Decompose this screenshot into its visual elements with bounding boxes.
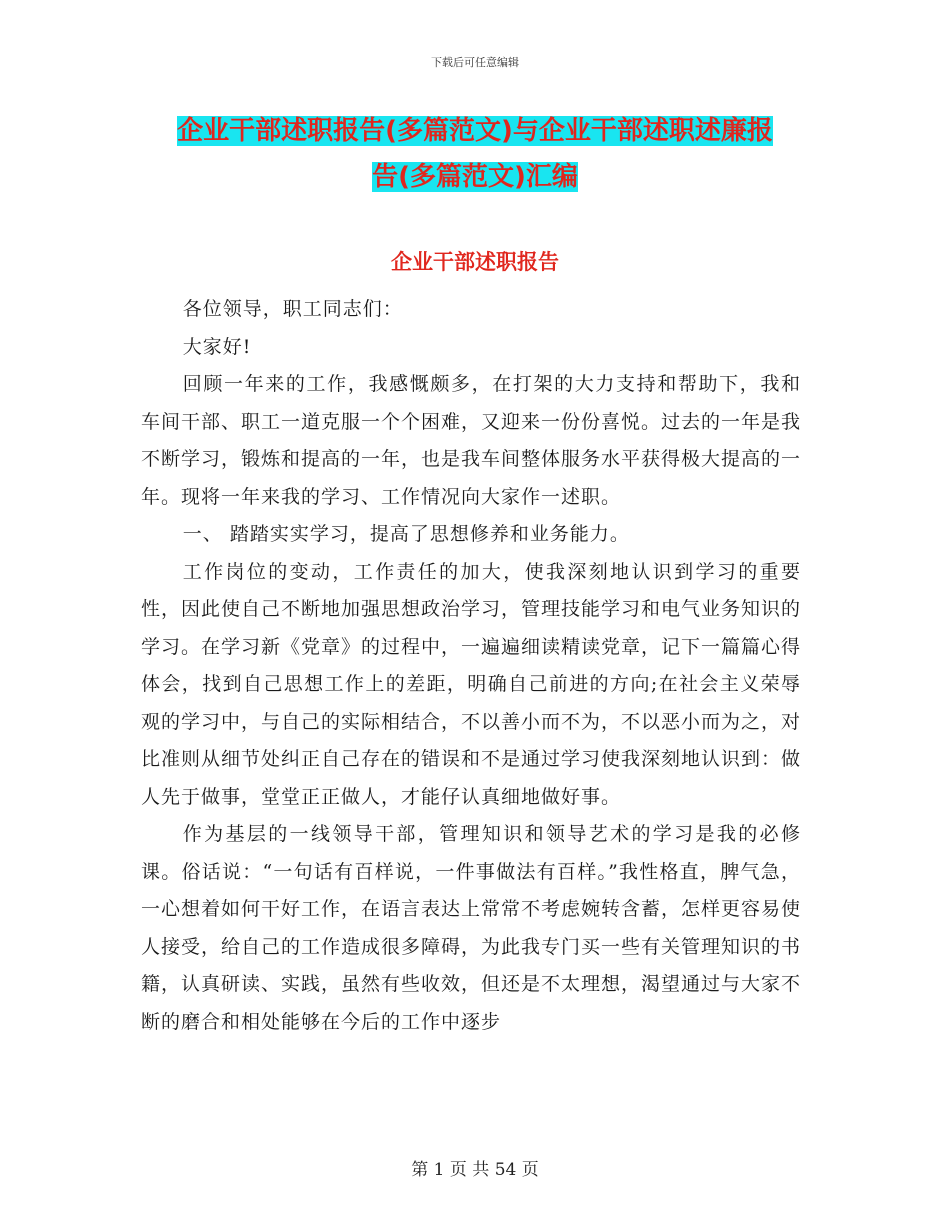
body-text — [141, 291, 801, 1041]
paragraph-heading-1: 一、 踏踏实实学习，提高了思想修养和业务能力。 — [182, 523, 630, 545]
paragraph-greeting: 各位领导，职工同志们： — [182, 298, 403, 320]
document-title-line2: 告(多篇范文)汇编 — [372, 162, 578, 192]
page-footer: 第 1 页 共 54 页 — [411, 1160, 539, 1180]
header-note: 下载后可任意编辑 — [431, 56, 519, 69]
paragraph-management: 作为基层的一线领导干部，管理知识和领导艺术的学习是我的必修课。俗话说：“一句话有百样说，一件事做法有百样。”我性格直，脾气急，一心想着如何干好工作，在语言表达上常常不考虑婉转含蓄，怎样更容易使人接受，给自己的工作造成很多障碍，为此我专门买一些有关管理知识的书籍，认真研读、实践，虽然有些收效，但还是不太理想，渴望通过与大家不断的磨合和相处能够在今后的工作中逐步 — [141, 823, 802, 1033]
section-title: 企业干部述职报告 — [391, 250, 559, 274]
paragraph-study: 工作岗位的变动，工作责任的加大，使我深刻地认识到学习的重要性，因此使自己不断地加强思想政治学习，管理技能学习和电气业务知识的学习。在学习新《党章》的过程中，一遍遍细读精读党章，记下一篇篇心得体会，找到自己思想工作上的差距，明确自己前进的方向;在社会主义荣辱观的学习中，与自己的实际相结合，不以善小而不为，不以恶小而为之，对比准则从细节处纠正自己存在的错误和不是通过学习使我深刻地认识到：做人先于做事，堂堂正正做人，才能仔认真细地做好事。 — [141, 560, 802, 808]
paragraph-review: 回顾一年来的工作，我感慨颇多，在打架的大力支持和帮助下，我和车间干部、职工一道克服一个个困难，又迎来一份份喜悦。过去的一年是我不断学习，锻炼和提高的一年，也是我车间整体服务水平获得极大提高的一年。现将一年来我的学习、工作情况向大家作一述职。 — [141, 373, 802, 508]
document-title-line1: 企业干部述职报告(多篇范文)与企业干部述职述廉报 — [177, 116, 773, 146]
paragraph-hello: 大家好! — [182, 335, 252, 358]
document-title — [140, 108, 810, 200]
